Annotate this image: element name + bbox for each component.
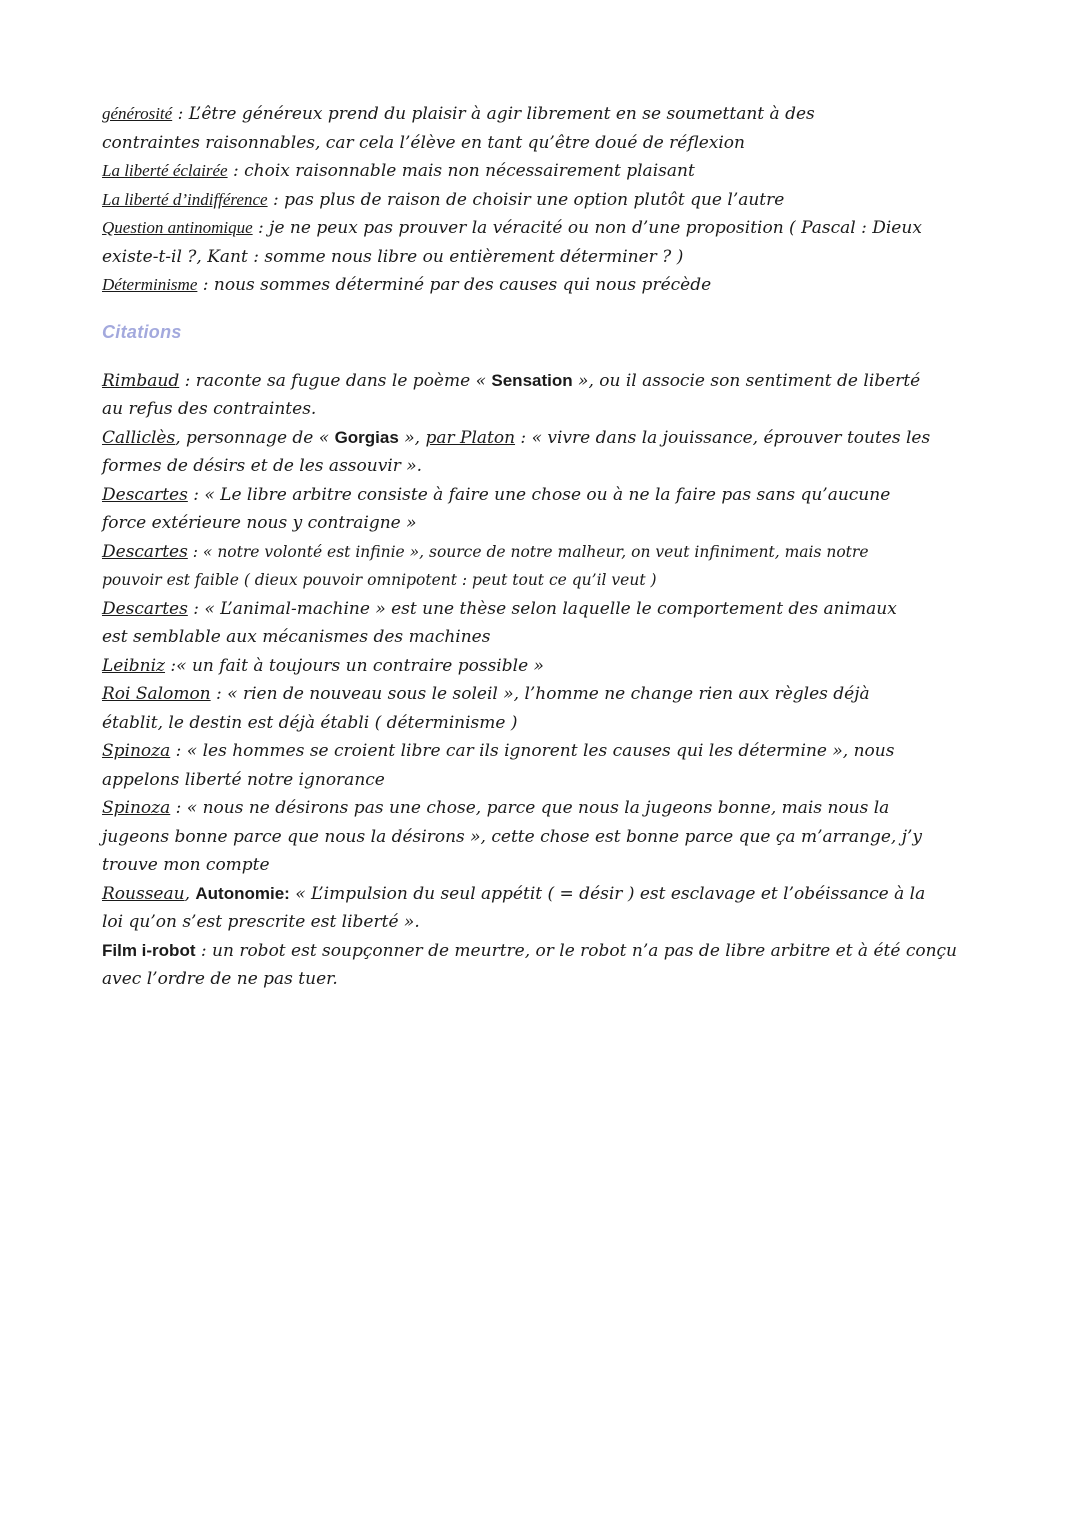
document-page <box>102 100 982 994</box>
citation-line <box>102 424 982 453</box>
citation-text: : « vivre dans la jouissance, éprouver toutes les <box>515 427 931 448</box>
citation-text: formes de désirs et de les assouvir ». <box>102 456 423 476</box>
citation-text: : « Le libre arbitre consiste à faire une chose ou à ne la faire pas sans qu’aucune <box>187 484 891 505</box>
definition-text: : je ne peux pas prouver la véracité ou non d’une proposition ( Pascal : Dieux <box>252 218 922 238</box>
citation-text: avec l’ordre de ne pas tuer. <box>102 969 338 989</box>
citation-text: , <box>184 883 196 904</box>
citation-text: : « L’animal-machine » est une thèse selon laquelle le comportement des animaux <box>187 598 897 619</box>
citation-text: :« un fait à toujours un contraire possible » <box>165 655 544 676</box>
citation-line <box>102 737 982 766</box>
author-name: Spinoza <box>102 741 171 761</box>
citation-text: force extérieure nous y contraigne » <box>102 513 417 533</box>
citation-text: « L’impulsion du seul appétit ( = désir ) est esclavage et l’obéissance à la <box>289 883 926 904</box>
work-title: Gorgias <box>334 427 399 447</box>
film-title: Film i-robot <box>102 940 196 960</box>
citation-line <box>102 595 982 624</box>
definition-term: La liberté d’indifférence <box>102 189 268 209</box>
citation-line <box>102 937 982 966</box>
definition-text: existe-t-il ?, Kant : somme nous libre ou entièrement déterminer ? ) <box>102 246 684 267</box>
author-name: Spinoza <box>102 798 171 818</box>
author-name: Rousseau <box>102 883 185 904</box>
citation-text: au refus des contraintes. <box>102 399 317 419</box>
citation-line <box>102 652 982 681</box>
citation-text: », <box>398 427 426 448</box>
citation-text: : « notre volonté est infinie », source de notre malheur, on veut infiniment, mais notre <box>187 542 869 561</box>
citation-text: jugeons bonne parce que nous la désirons », cette chose est bonne parce que ça m’arrange, j’y <box>102 826 922 847</box>
citation-line <box>102 823 982 852</box>
citation-text: », ou il associe son sentiment de liberté <box>572 370 921 391</box>
citation-text: : « nous ne désirons pas une chose, parce que nous la jugeons bonne, mais nous la <box>170 798 890 818</box>
citation-text: est semblable aux mécanismes des machines <box>102 627 491 647</box>
citation-line <box>102 623 982 652</box>
definition-line <box>102 271 982 300</box>
citation-text: loi qu’on s’est prescrite est liberté ». <box>102 912 420 932</box>
definition-term: générosité <box>102 104 173 123</box>
citation-text: : un robot est soupçonner de meurtre, or le robot n’a pas de libre arbitre et à été conçu <box>195 940 957 961</box>
citation-text: trouve mon compte <box>102 855 270 875</box>
citation-line <box>102 965 982 994</box>
citation-line <box>102 709 982 738</box>
author-name: Calliclès <box>102 427 176 448</box>
definition-text: : L’être généreux prend du plaisir à agir librement en se soumettant à des <box>172 104 815 124</box>
work-title: Sensation <box>491 370 573 390</box>
citation-line <box>102 680 982 709</box>
concept-label: Autonomie: <box>195 883 290 903</box>
definition-term: La liberté éclairée <box>102 161 228 180</box>
definition-line <box>102 214 982 243</box>
citation-line <box>102 766 982 795</box>
citation-line <box>102 908 982 937</box>
citation-line <box>102 509 982 538</box>
citation-text: établit, le destin est déjà établi ( déterminisme ) <box>102 712 518 733</box>
citation-text: : « les hommes se croient libre car ils ignorent les causes qui les détermine », nous <box>170 741 895 761</box>
citation-line <box>102 851 982 880</box>
definition-term: Question antinomique <box>102 218 253 237</box>
citation-text: , personnage de « <box>175 427 335 448</box>
author-name: Leibniz <box>102 655 166 676</box>
author-name: Descartes <box>102 598 188 619</box>
definition-line <box>102 129 982 158</box>
citation-line <box>102 794 982 823</box>
author-name: Descartes <box>102 541 188 562</box>
citation-line <box>102 538 982 567</box>
citation-line <box>102 481 982 510</box>
definition-text: : pas plus de raison de choisir une option plutôt que l’autre <box>267 189 785 210</box>
author-name: Rimbaud <box>102 370 180 391</box>
definition-line <box>102 186 982 215</box>
author-name: Descartes <box>102 484 188 505</box>
author-name: Roi Salomon <box>102 684 211 704</box>
citation-text: pouvoir est faible ( dieux pouvoir omnipotent : peut tout ce qu’il veut ) <box>102 571 657 589</box>
citation-text: : « rien de nouveau sous le soleil », l’homme ne change rien aux règles déjà <box>210 684 870 704</box>
citation-line <box>102 566 982 595</box>
citation-line <box>102 452 982 481</box>
definition-term: Déterminisme <box>102 275 198 294</box>
definition-line <box>102 100 982 129</box>
citation-line <box>102 395 982 424</box>
citation-line <box>102 367 982 396</box>
citation-line <box>102 880 982 909</box>
citation-text: : raconte sa fugue dans le poème « <box>179 370 492 391</box>
section-title-citations: Citations <box>102 321 182 342</box>
definition-line <box>102 157 982 186</box>
citation-text: appelons liberté notre ignorance <box>102 769 385 790</box>
definition-line <box>102 243 982 272</box>
author-name: par Platon <box>425 427 516 448</box>
definition-text: : nous sommes déterminé par des causes qui nous précède <box>197 275 712 295</box>
definition-text: : choix raisonnable mais non nécessairement plaisant <box>227 161 695 181</box>
definition-text: contraintes raisonnables, car cela l’élève en tant qu’être doué de réflexion <box>102 132 745 153</box>
